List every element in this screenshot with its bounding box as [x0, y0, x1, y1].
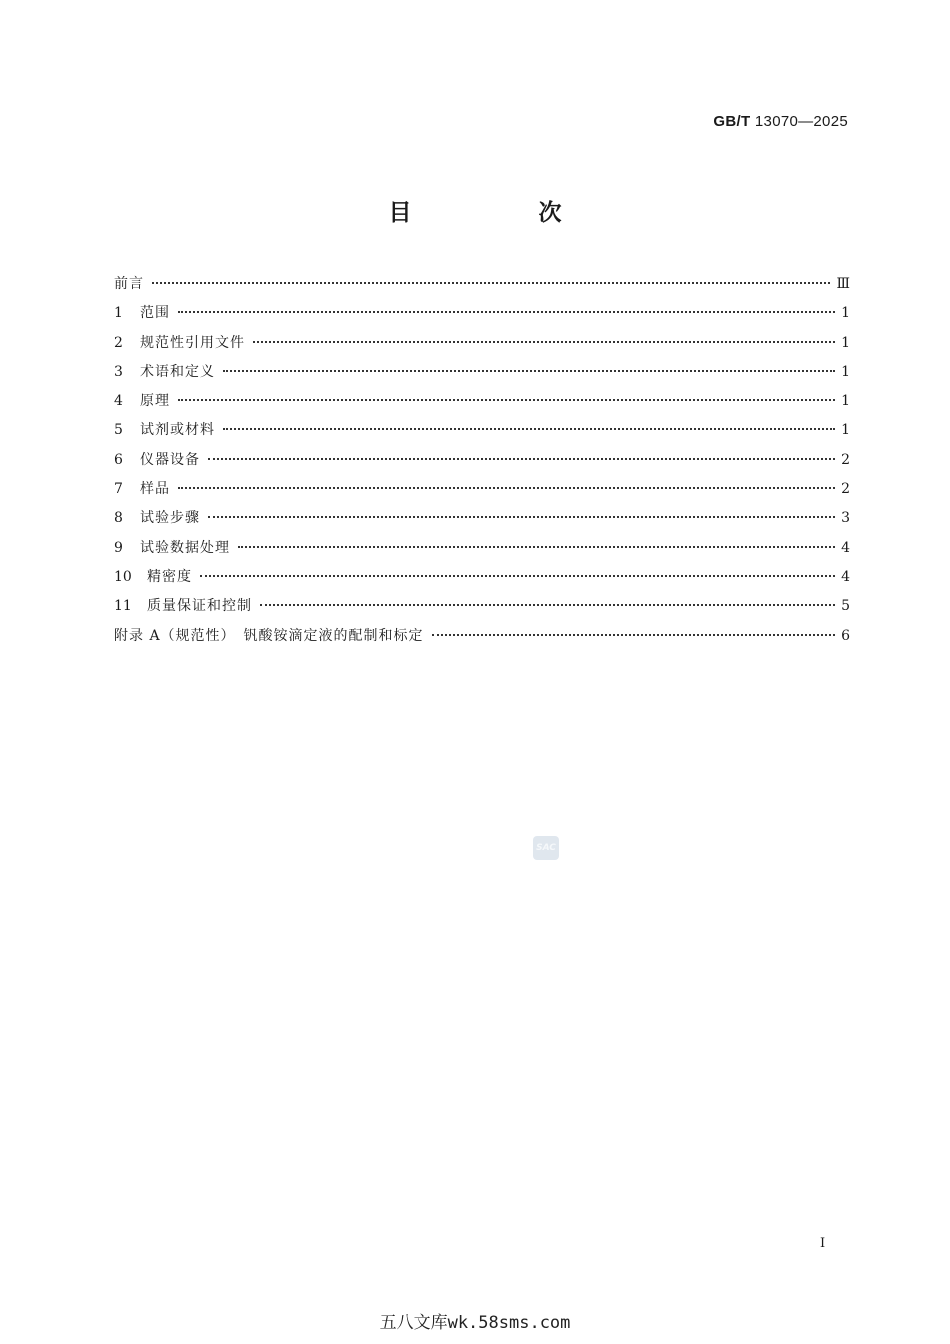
- toc-entry-number: 3: [114, 363, 123, 380]
- standard-code: [713, 113, 848, 130]
- toc-dot-leader: [238, 546, 835, 548]
- toc-entry-number: 11: [114, 598, 132, 615]
- toc-dot-leader: [432, 634, 836, 636]
- toc-entry[interactable]: [114, 387, 850, 416]
- toc-entry-page: 1: [841, 305, 850, 322]
- toc-dot-leader: [152, 282, 830, 284]
- toc-entry[interactable]: [114, 622, 850, 651]
- toc-dot-leader: [178, 487, 835, 489]
- toc-entry-page: 1: [841, 363, 850, 380]
- toc-entry-number: 4: [114, 393, 123, 410]
- toc-entry[interactable]: [114, 534, 850, 563]
- toc-entry-page: 1: [841, 422, 850, 439]
- toc-entry[interactable]: [114, 358, 850, 387]
- toc-entry-number: 1: [114, 305, 123, 322]
- toc-entry-page: 4: [841, 568, 850, 585]
- toc-entry-page: Ⅲ: [836, 276, 850, 292]
- toc-entry-label: 原理: [140, 393, 170, 410]
- toc-entry-label: 附录 A（规范性） 钒酸铵滴定液的配制和标定: [114, 627, 424, 644]
- toc-entry-label: 规范性引用文件: [140, 334, 245, 351]
- toc-dot-leader: [223, 370, 835, 372]
- toc-entry-label: 试剂或材料: [140, 422, 215, 439]
- toc-entry-page: 4: [841, 539, 850, 556]
- toc-dot-leader: [223, 428, 835, 430]
- toc-entry-number: 5: [114, 422, 123, 439]
- toc-entry[interactable]: [114, 416, 850, 445]
- toc-dot-leader: [260, 604, 835, 606]
- table-of-contents: [114, 270, 850, 651]
- toc-entry[interactable]: [114, 563, 850, 592]
- toc-dot-leader: [178, 399, 835, 401]
- toc-entry-page: 1: [841, 334, 850, 351]
- toc-dot-leader: [208, 516, 835, 518]
- toc-entry-label: 前言: [114, 276, 144, 292]
- toc-entry[interactable]: [114, 504, 850, 533]
- standard-number: 13070—2025: [754, 113, 848, 130]
- toc-entry[interactable]: [114, 592, 850, 621]
- toc-entry-number: 7: [114, 481, 123, 498]
- toc-entry-page: 1: [841, 393, 850, 410]
- toc-dot-leader: [200, 575, 835, 577]
- toc-entry-label: 试验步骤: [140, 510, 200, 527]
- toc-entry[interactable]: [114, 475, 850, 504]
- toc-entry-number: 9: [114, 539, 123, 556]
- toc-entry-number: 6: [114, 451, 123, 468]
- toc-entry[interactable]: [114, 329, 850, 358]
- page-title: 目 次: [388, 200, 614, 226]
- footer-site-text: 五八文库wk.58sms.com: [379, 1313, 571, 1333]
- toc-entry-page: 6: [841, 627, 850, 644]
- toc-entry-label: 范围: [140, 305, 170, 322]
- toc-entry-page: 3: [841, 510, 850, 527]
- toc-entry-label: 样品: [140, 481, 170, 498]
- toc-dot-leader: [253, 341, 835, 343]
- toc-entry-number: 2: [114, 334, 123, 351]
- toc-entry-label: 仪器设备: [140, 451, 200, 468]
- toc-entry-label: 试验数据处理: [140, 539, 230, 556]
- toc-entry-page: 2: [841, 481, 850, 498]
- toc-entry[interactable]: [114, 446, 850, 475]
- toc-entry[interactable]: [114, 270, 850, 299]
- standard-prefix: GB/T: [713, 113, 751, 130]
- toc-entry-label: 精密度: [147, 568, 192, 585]
- toc-dot-leader: [208, 458, 835, 460]
- sac-watermark-logo: SAC: [533, 836, 559, 860]
- toc-entry-number: 8: [114, 510, 123, 527]
- toc-entry-page: 2: [841, 451, 850, 468]
- toc-entry-page: 5: [841, 598, 850, 615]
- toc-dot-leader: [178, 311, 835, 313]
- page-number: I: [820, 1236, 826, 1251]
- toc-entry[interactable]: [114, 299, 850, 328]
- toc-entry-label: 质量保证和控制: [147, 598, 252, 615]
- toc-entry-label: 术语和定义: [140, 363, 215, 380]
- toc-entry-number: 10: [114, 568, 132, 585]
